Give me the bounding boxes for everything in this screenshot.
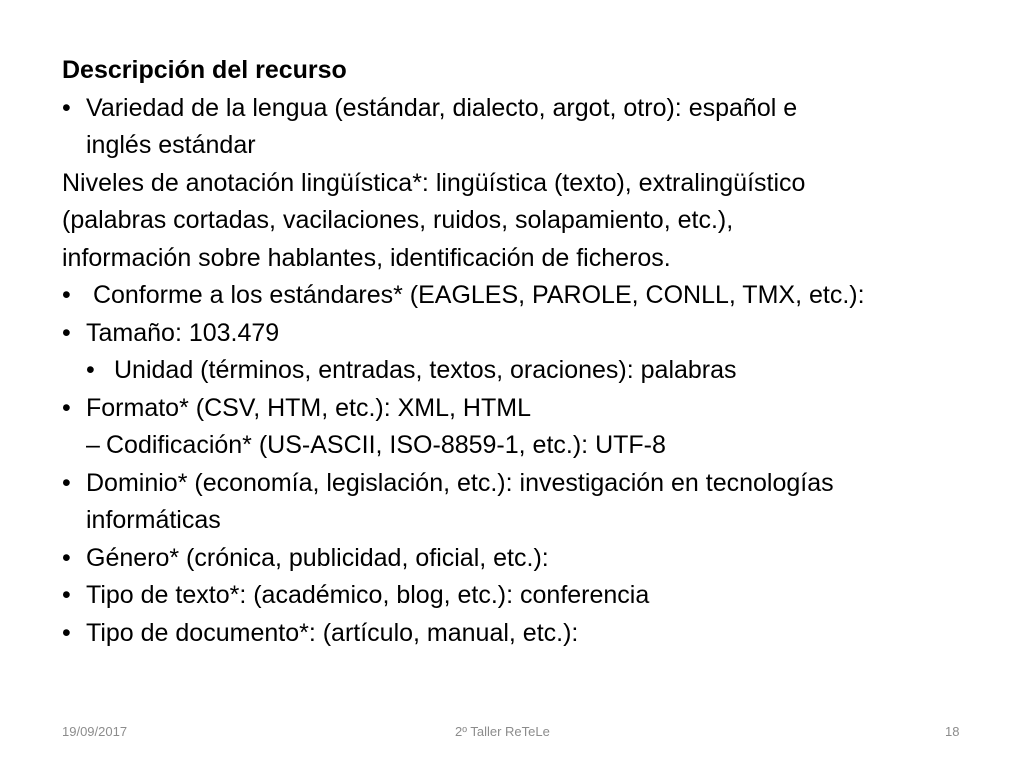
footer-date: 19/09/2017 [62, 724, 128, 739]
list-item-dominio-continuation: informáticas [86, 506, 221, 534]
slide-heading: Descripción del recurso [62, 56, 347, 84]
list-item-tamano: • Tamaño: 103.479 [62, 315, 982, 353]
list-item-genero: • Género* (crónica, publicidad, oficial, etc.): [62, 540, 982, 578]
page-number: 18 [945, 724, 960, 739]
text-niveles-2: (palabras cortadas, vacilaciones, ruidos, solapamiento, etc.), [62, 206, 734, 234]
list-item-dominio: • Dominio* (economía, legislación, etc.): investigación en tecnologías [62, 465, 982, 503]
slide-body [62, 52, 982, 652]
bullet-icon: • [86, 356, 95, 384]
bullet-icon: • [62, 468, 71, 497]
dash-icon: – [86, 431, 100, 459]
list-item-tipo-texto: • Tipo de texto*: (académico, blog, etc.): conferencia [62, 577, 982, 615]
bullet-icon: • [62, 618, 71, 647]
bullet-icon: • [62, 281, 71, 309]
bullet-icon: • [62, 393, 71, 422]
footer-title: 2º Taller ReTeLe [455, 724, 550, 739]
list-item-estandares: • Conforme a los estándares* (EAGLES, PAROLE, CONLL, TMX, etc.): [62, 277, 982, 315]
bullet-icon: • [62, 543, 71, 572]
list-item-variedad-continuation: inglés estándar [86, 131, 256, 159]
text-niveles: Niveles de anotación lingüística*: lingüística (texto), extralingüístico [62, 168, 806, 197]
list-item-formato: • Formato* (CSV, HTM, etc.): XML, HTML [62, 390, 982, 428]
list-item-variedad: • Variedad de la lengua (estándar, dialecto, argot, otro): español e [62, 90, 982, 128]
bullet-icon: • [62, 93, 71, 122]
list-item-tipo-documento: • Tipo de documento*: (artículo, manual, etc.): [62, 615, 982, 653]
text-niveles-3: información sobre hablantes, identificación de ficheros. [62, 243, 671, 272]
sub-item-codificacion: – Codificación* (US-ASCII, ISO-8859-1, etc.): UTF-8 [62, 427, 982, 465]
sub-item-unidad: • Unidad (términos, entradas, textos, oraciones): palabras [62, 352, 982, 390]
bullet-icon: • [62, 318, 71, 347]
bullet-icon: • [62, 581, 71, 609]
